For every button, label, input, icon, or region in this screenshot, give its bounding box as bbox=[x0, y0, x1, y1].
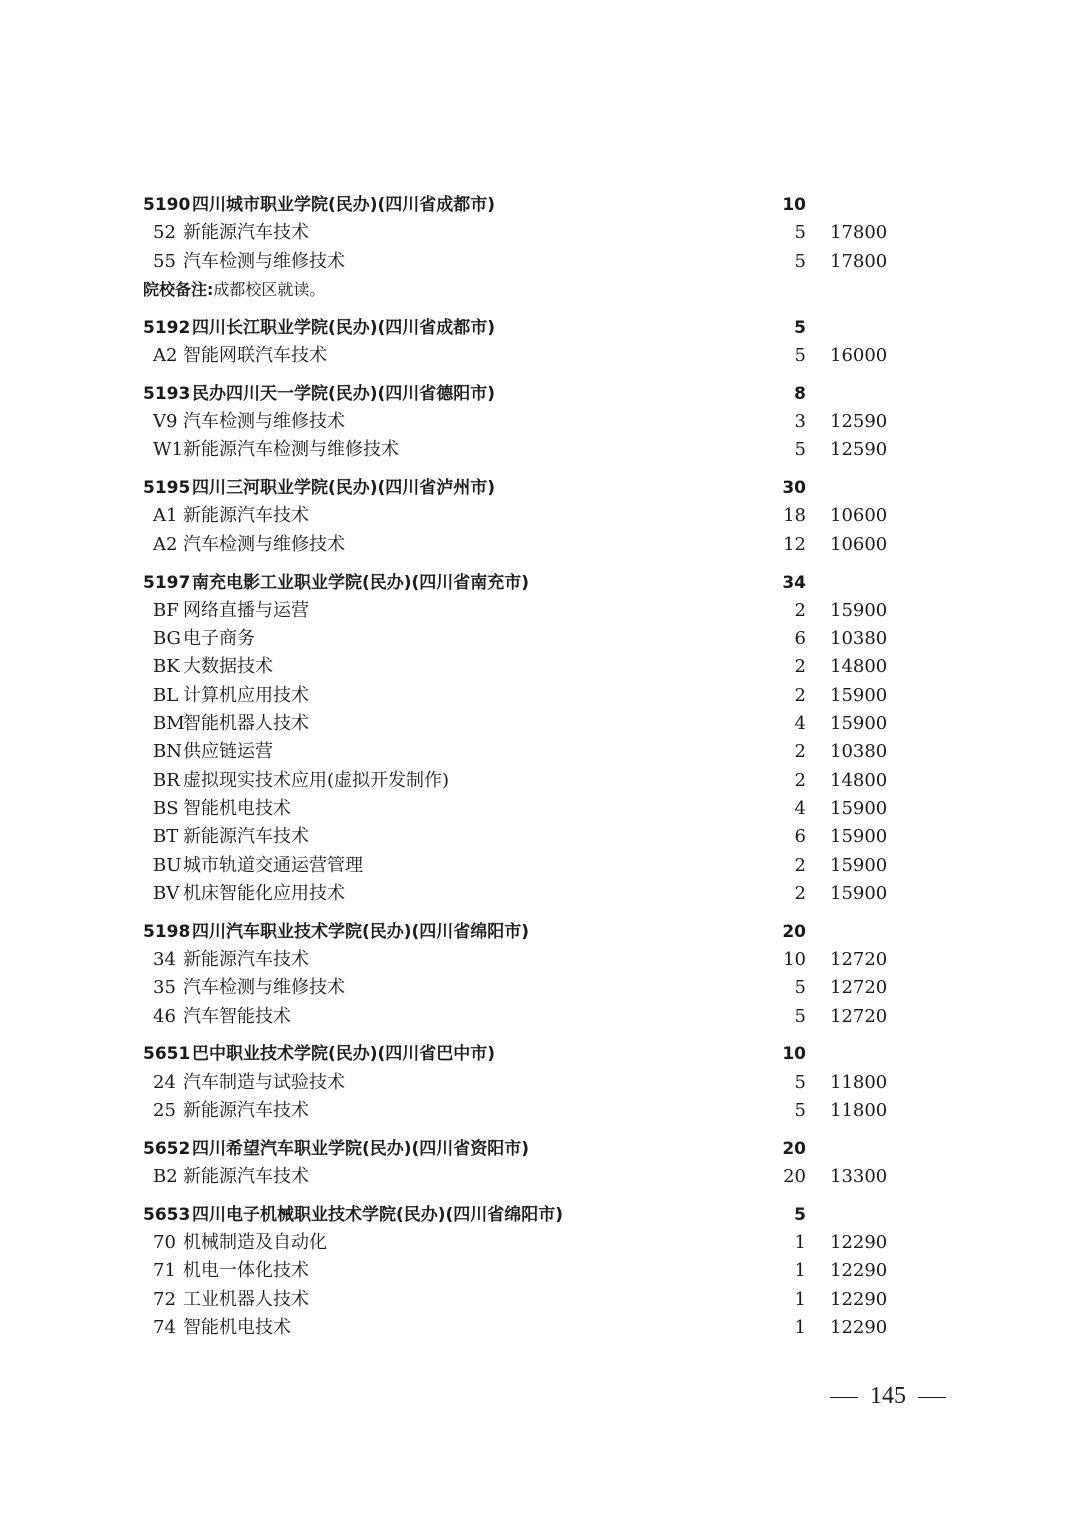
major-fee: 17800 bbox=[830, 222, 888, 244]
school-row bbox=[0, 1040, 1080, 1068]
major-fee: 16000 bbox=[830, 344, 888, 366]
major-row bbox=[0, 436, 1080, 464]
school-name: 四川汽车职业技术学院(民办)(四川省绵阳市) bbox=[192, 921, 530, 942]
major-fee: 12290 bbox=[830, 1316, 888, 1338]
dash-right bbox=[918, 1397, 946, 1399]
major-code: BN bbox=[153, 741, 182, 763]
major-quota: 5 bbox=[794, 977, 806, 999]
major-fee: 15900 bbox=[830, 854, 888, 876]
major-name: 智能机电技术 bbox=[183, 1316, 291, 1338]
school-code: 5652 bbox=[143, 1138, 191, 1159]
major-name: 机床智能化应用技术 bbox=[183, 882, 345, 904]
note-content: 成都校区就读。 bbox=[213, 279, 326, 299]
major-quota: 2 bbox=[794, 684, 806, 706]
major-quota: 5 bbox=[794, 1071, 806, 1093]
major-fee: 12590 bbox=[830, 411, 888, 433]
school-code: 5198 bbox=[143, 921, 191, 942]
school-quota: 10 bbox=[782, 195, 806, 215]
major-code: V9 bbox=[153, 411, 178, 433]
major-code: 70 bbox=[153, 1232, 176, 1254]
major-quota: 12 bbox=[783, 533, 806, 555]
school-row bbox=[0, 1201, 1080, 1229]
major-row bbox=[0, 531, 1080, 559]
major-fee: 12290 bbox=[830, 1232, 888, 1254]
major-name: 新能源汽车技术 bbox=[183, 505, 309, 527]
major-name: 智能网联汽车技术 bbox=[183, 344, 327, 366]
major-code: 55 bbox=[153, 250, 176, 272]
major-quota: 1 bbox=[794, 1288, 806, 1310]
major-quota: 2 bbox=[794, 854, 806, 876]
major-code: 74 bbox=[153, 1316, 176, 1338]
major-name: 城市轨道交通运营管理 bbox=[183, 854, 363, 876]
major-quota: 2 bbox=[794, 882, 806, 904]
major-fee: 15900 bbox=[830, 599, 888, 621]
major-fee: 12290 bbox=[830, 1288, 888, 1310]
major-row bbox=[0, 795, 1080, 823]
major-row bbox=[0, 1229, 1080, 1257]
major-code: A1 bbox=[153, 505, 178, 527]
major-fee: 10600 bbox=[830, 505, 888, 527]
note-label: 院校备注: bbox=[143, 279, 214, 299]
major-row bbox=[0, 342, 1080, 370]
school-name: 四川城市职业学院(民办)(四川省成都市) bbox=[192, 195, 496, 215]
major-row bbox=[0, 1097, 1080, 1125]
major-fee: 12590 bbox=[830, 439, 888, 461]
school-name: 四川希望汽车职业学院(民办)(四川省资阳市) bbox=[192, 1138, 530, 1159]
major-code: BR bbox=[153, 769, 180, 791]
major-quota: 6 bbox=[794, 826, 806, 848]
school-row bbox=[0, 380, 1080, 408]
major-name: 汽车检测与维修技术 bbox=[183, 977, 345, 999]
major-fee: 14800 bbox=[830, 656, 888, 678]
major-code: BS bbox=[153, 797, 179, 819]
major-name: 工业机器人技术 bbox=[183, 1288, 309, 1310]
major-code: BM bbox=[153, 713, 185, 735]
major-fee: 12290 bbox=[830, 1260, 888, 1282]
major-code: 35 bbox=[153, 977, 176, 999]
major-name: 汽车检测与维修技术 bbox=[183, 533, 345, 555]
major-row bbox=[0, 219, 1080, 247]
major-quota: 10 bbox=[783, 948, 806, 970]
major-row bbox=[0, 1257, 1080, 1285]
school-name: 四川长江职业学院(民办)(四川省成都市) bbox=[192, 317, 496, 338]
major-row bbox=[0, 682, 1080, 710]
major-code: B2 bbox=[153, 1166, 178, 1187]
major-row bbox=[0, 1286, 1080, 1314]
school-row bbox=[0, 918, 1080, 946]
school-name: 南充电影工业职业学院(民办)(四川省南充市) bbox=[192, 572, 530, 593]
school-row bbox=[0, 314, 1080, 342]
major-quota: 6 bbox=[794, 628, 806, 650]
school-name: 民办四川天一学院(民办)(四川省德阳市) bbox=[192, 383, 496, 404]
major-fee: 14800 bbox=[830, 769, 888, 791]
major-code: 72 bbox=[153, 1288, 176, 1310]
major-code: BF bbox=[153, 599, 179, 621]
major-name: 新能源汽车技术 bbox=[183, 948, 309, 970]
major-quota: 5 bbox=[794, 250, 806, 272]
dash-left bbox=[830, 1397, 858, 1399]
major-code: 46 bbox=[153, 1005, 176, 1027]
major-quota: 2 bbox=[794, 656, 806, 678]
major-fee: 13300 bbox=[830, 1166, 888, 1187]
school-quota: 34 bbox=[782, 572, 806, 593]
major-code: BU bbox=[153, 854, 182, 876]
enrollment-listing bbox=[0, 191, 1080, 1342]
school-note-text bbox=[143, 276, 325, 304]
major-row bbox=[0, 502, 1080, 530]
major-row bbox=[0, 974, 1080, 1002]
school-note bbox=[0, 276, 1080, 304]
school-name: 四川三河职业学院(民办)(四川省泸州市) bbox=[192, 478, 496, 499]
major-quota: 4 bbox=[794, 713, 806, 735]
major-quota: 5 bbox=[794, 1099, 806, 1121]
major-row bbox=[0, 1163, 1080, 1191]
major-name: 大数据技术 bbox=[183, 656, 273, 678]
school-quota: 8 bbox=[794, 383, 806, 404]
major-name: 新能源汽车技术 bbox=[183, 1166, 309, 1187]
major-fee: 10380 bbox=[830, 628, 888, 650]
major-fee: 15900 bbox=[830, 882, 888, 904]
major-row bbox=[0, 852, 1080, 880]
school-row bbox=[0, 569, 1080, 597]
major-code: BK bbox=[153, 656, 180, 678]
major-row bbox=[0, 1069, 1080, 1097]
major-fee: 15900 bbox=[830, 713, 888, 735]
major-fee: 15900 bbox=[830, 826, 888, 848]
major-quota: 20 bbox=[783, 1166, 806, 1187]
major-name: 电子商务 bbox=[183, 628, 255, 650]
major-fee: 12720 bbox=[830, 1005, 888, 1027]
school-quota: 30 bbox=[782, 478, 806, 499]
school-code: 5653 bbox=[143, 1204, 191, 1225]
major-code: BL bbox=[153, 684, 179, 706]
page-number bbox=[830, 1383, 946, 1410]
major-code: BG bbox=[153, 628, 181, 650]
major-code: BV bbox=[153, 882, 180, 904]
school-row bbox=[0, 474, 1080, 502]
major-code: 34 bbox=[153, 948, 176, 970]
school-code: 5651 bbox=[143, 1044, 191, 1065]
major-quota: 2 bbox=[794, 769, 806, 791]
major-quota: 1 bbox=[794, 1316, 806, 1338]
major-quota: 5 bbox=[794, 344, 806, 366]
school-code: 5192 bbox=[143, 317, 191, 338]
major-code: BT bbox=[153, 826, 179, 848]
major-fee: 11800 bbox=[830, 1071, 888, 1093]
major-name: 智能机电技术 bbox=[183, 797, 291, 819]
major-quota: 18 bbox=[783, 505, 806, 527]
school-quota: 5 bbox=[794, 1204, 806, 1225]
major-fee: 12720 bbox=[830, 948, 888, 970]
major-fee: 11800 bbox=[830, 1099, 888, 1121]
major-name: 计算机应用技术 bbox=[183, 684, 309, 706]
major-fee: 10600 bbox=[830, 533, 888, 555]
major-row bbox=[0, 710, 1080, 738]
major-code: 24 bbox=[153, 1071, 176, 1093]
major-fee: 15900 bbox=[830, 684, 888, 706]
page-number-value: 145 bbox=[870, 1383, 906, 1409]
school-name: 四川电子机械职业技术学院(民办)(四川省绵阳市) bbox=[192, 1204, 564, 1225]
major-code: W1 bbox=[153, 439, 183, 461]
major-code: 52 bbox=[153, 222, 176, 244]
major-quota: 5 bbox=[794, 439, 806, 461]
major-quota: 5 bbox=[794, 1005, 806, 1027]
school-row bbox=[0, 191, 1080, 219]
school-name: 巴中职业技术学院(民办)(四川省巴中市) bbox=[192, 1044, 496, 1065]
major-name: 新能源汽车技术 bbox=[183, 826, 309, 848]
major-fee: 10380 bbox=[830, 741, 888, 763]
major-row bbox=[0, 880, 1080, 908]
major-row bbox=[0, 823, 1080, 851]
major-row bbox=[0, 597, 1080, 625]
major-name: 新能源汽车技术 bbox=[183, 1099, 309, 1121]
major-name: 机电一体化技术 bbox=[183, 1260, 309, 1282]
major-row bbox=[0, 625, 1080, 653]
school-code: 5193 bbox=[143, 383, 191, 404]
major-row bbox=[0, 653, 1080, 681]
major-quota: 4 bbox=[794, 797, 806, 819]
major-row bbox=[0, 408, 1080, 436]
major-quota: 2 bbox=[794, 741, 806, 763]
major-fee: 12720 bbox=[830, 977, 888, 999]
school-quota: 20 bbox=[782, 1138, 806, 1159]
major-quota: 3 bbox=[794, 411, 806, 433]
major-code: A2 bbox=[153, 533, 178, 555]
school-quota: 5 bbox=[794, 317, 806, 338]
school-code: 5197 bbox=[143, 572, 191, 593]
major-row bbox=[0, 767, 1080, 795]
major-quota: 1 bbox=[794, 1260, 806, 1282]
major-quota: 2 bbox=[794, 599, 806, 621]
major-row bbox=[0, 1003, 1080, 1031]
school-row bbox=[0, 1135, 1080, 1163]
school-quota: 20 bbox=[782, 921, 806, 942]
major-fee: 17800 bbox=[830, 250, 888, 272]
school-code: 5195 bbox=[143, 478, 191, 499]
major-row bbox=[0, 1314, 1080, 1342]
major-name: 新能源汽车技术 bbox=[183, 222, 309, 244]
major-name: 虚拟现实技术应用(虚拟开发制作) bbox=[183, 769, 450, 791]
major-name: 汽车制造与试验技术 bbox=[183, 1071, 345, 1093]
major-name: 新能源汽车检测与维修技术 bbox=[183, 439, 399, 461]
major-row bbox=[0, 738, 1080, 766]
major-row bbox=[0, 248, 1080, 276]
major-name: 供应链运营 bbox=[183, 741, 273, 763]
major-code: 25 bbox=[153, 1099, 176, 1121]
major-name: 汽车智能技术 bbox=[183, 1005, 291, 1027]
major-quota: 5 bbox=[794, 222, 806, 244]
major-code: 71 bbox=[153, 1260, 176, 1282]
school-code: 5190 bbox=[143, 195, 191, 215]
major-code: A2 bbox=[153, 344, 178, 366]
major-row bbox=[0, 946, 1080, 974]
major-name: 汽车检测与维修技术 bbox=[183, 250, 345, 272]
major-name: 汽车检测与维修技术 bbox=[183, 411, 345, 433]
major-fee: 15900 bbox=[830, 797, 888, 819]
major-name: 智能机器人技术 bbox=[183, 713, 309, 735]
major-quota: 1 bbox=[794, 1232, 806, 1254]
major-name: 机械制造及自动化 bbox=[183, 1232, 327, 1254]
major-name: 网络直播与运营 bbox=[183, 599, 309, 621]
school-quota: 10 bbox=[782, 1044, 806, 1065]
